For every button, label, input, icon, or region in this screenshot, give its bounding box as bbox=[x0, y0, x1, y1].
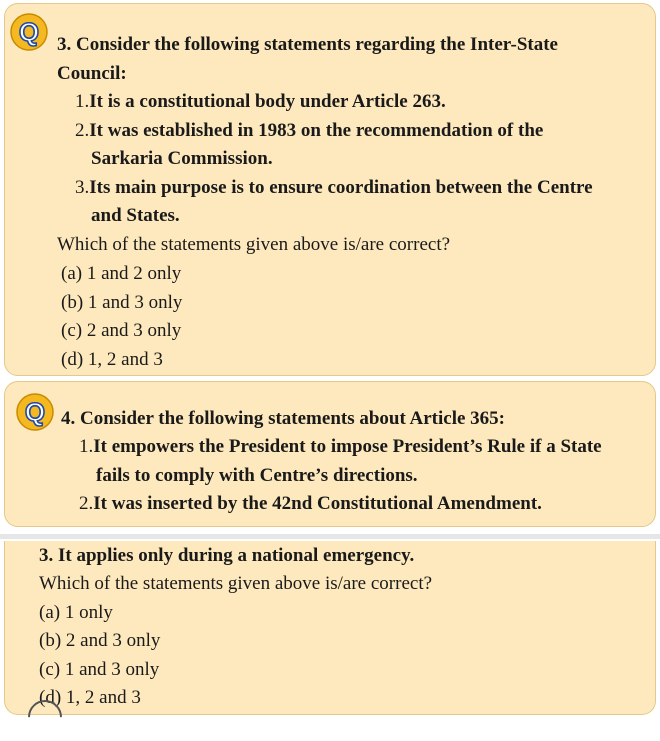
question-4-stem: 4. Consider the following statements about Article 365: bbox=[61, 408, 506, 429]
statement-3-number: 3. bbox=[75, 177, 90, 198]
statement-3 bbox=[75, 177, 593, 199]
statement-1 bbox=[75, 91, 446, 113]
statement-2 bbox=[75, 120, 543, 142]
statement-2-number: 2. bbox=[75, 120, 90, 141]
q4-statement-2 bbox=[79, 493, 542, 515]
q4-statement-2-number: 2. bbox=[79, 493, 94, 514]
question-3-card bbox=[4, 3, 656, 376]
svg-text:Q: Q bbox=[24, 397, 46, 427]
option-d[interactable]: (d) 1, 2 and 3 bbox=[61, 349, 163, 370]
statement-2-text-line2: Sarkaria Commission. bbox=[91, 148, 273, 169]
question-4-continued-card bbox=[4, 541, 656, 715]
statement-1-text: It is a constitutional body under Article 263. bbox=[89, 91, 446, 112]
question-4-card bbox=[4, 381, 656, 527]
q4-option-a[interactable]: (a) 1 only bbox=[39, 602, 113, 623]
q4-statement-1 bbox=[79, 436, 602, 458]
option-c[interactable]: (c) 2 and 3 only bbox=[61, 320, 182, 341]
question-icon bbox=[15, 392, 55, 432]
q4-statement-1-text-line1: It empowers the President to impose President’s Rule if a State bbox=[93, 436, 602, 457]
statement-3-text-line2: and States. bbox=[91, 205, 180, 226]
q4-statement-1-number: 1. bbox=[79, 436, 94, 457]
question-icon bbox=[9, 12, 49, 52]
q4-statement-1-text-line2: fails to comply with Centre’s directions. bbox=[96, 465, 418, 486]
q4-statement-3: 3. It applies only during a national emergency. bbox=[39, 545, 415, 566]
svg-text:Q: Q bbox=[18, 17, 40, 47]
statement-3-text-line1: Its main purpose is to ensure coordination between the Centre bbox=[89, 177, 593, 198]
q4-option-b[interactable]: (b) 2 and 3 only bbox=[39, 630, 161, 651]
statement-1-number: 1. bbox=[75, 91, 90, 112]
question-3-stem-line1: 3. Consider the following statements regarding the Inter-State bbox=[57, 34, 558, 55]
question-3-stem-line2: Council: bbox=[57, 63, 127, 84]
page-divider bbox=[0, 534, 660, 539]
q4-option-c[interactable]: (c) 1 and 3 only bbox=[39, 659, 160, 680]
q4-statement-2-text: It was inserted by the 42nd Constitutional Amendment. bbox=[93, 493, 542, 514]
question-4-prompt: Which of the statements given above is/are correct? bbox=[39, 573, 433, 594]
option-b[interactable]: (b) 1 and 3 only bbox=[61, 292, 183, 313]
option-a[interactable]: (a) 1 and 2 only bbox=[61, 263, 182, 284]
statement-2-text-line1: It was established in 1983 on the recommendation of the bbox=[89, 120, 544, 141]
q4-option-d[interactable]: (d) 1, 2 and 3 bbox=[39, 687, 141, 708]
question-3-prompt: Which of the statements given above is/are correct? bbox=[57, 234, 451, 255]
